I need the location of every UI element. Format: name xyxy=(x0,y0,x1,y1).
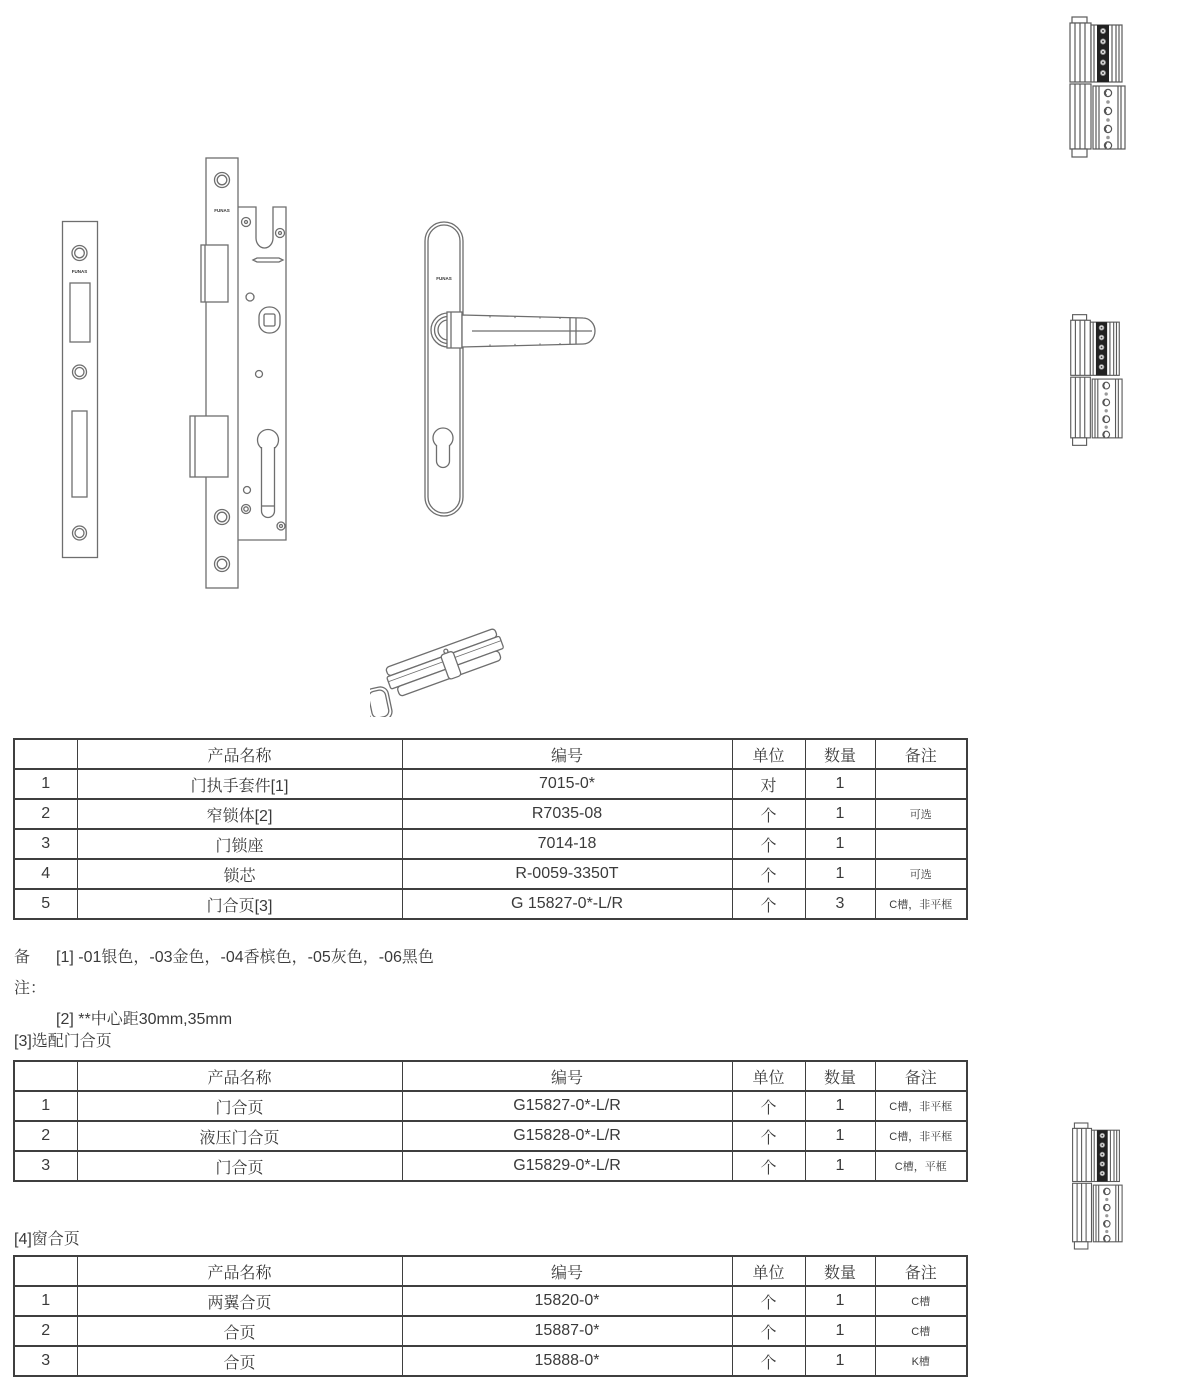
header-unit: 单位 xyxy=(732,739,805,769)
cell-unit: 个 xyxy=(732,829,805,859)
cell-unit: 个 xyxy=(732,1346,805,1376)
header-code: 编号 xyxy=(402,1061,732,1091)
table-header-row xyxy=(14,1256,967,1286)
header-code: 编号 xyxy=(402,739,732,769)
table-row xyxy=(14,859,967,889)
cell-product-name: 窄锁体[2] xyxy=(77,799,402,829)
strike-plate-drawing xyxy=(61,220,99,560)
cell-quantity: 1 xyxy=(805,859,875,889)
footnote-line xyxy=(14,942,434,1004)
cell-remark: C槽，非平框 xyxy=(875,1091,967,1121)
cell-code: G15829-0*-L/R xyxy=(402,1151,732,1181)
cell-code: 15887-0* xyxy=(402,1316,732,1346)
cell-quantity: 1 xyxy=(805,829,875,859)
table-row xyxy=(14,799,967,829)
cell-unit: 个 xyxy=(732,859,805,889)
header-unit: 单位 xyxy=(732,1061,805,1091)
cell-quantity: 1 xyxy=(805,1121,875,1151)
cell-product-name: 液压门合页 xyxy=(77,1121,402,1151)
cell-quantity: 1 xyxy=(805,1316,875,1346)
table-header-row xyxy=(14,1061,967,1091)
cell-code: G15827-0*-L/R xyxy=(402,1091,732,1121)
main-parts-table xyxy=(13,738,968,920)
cell-product-name: 门执手套件[1] xyxy=(77,769,402,799)
table-row xyxy=(14,769,967,799)
cell-remark: C槽，非平框 xyxy=(875,1121,967,1151)
cell-product-name: 门合页[3] xyxy=(77,889,402,919)
cell-index: 3 xyxy=(14,1151,77,1181)
cell-index: 5 xyxy=(14,889,77,919)
cell-remark: 可选 xyxy=(875,799,967,829)
section-label-window-hinges: [4]窗合页 xyxy=(14,1231,80,1248)
table-row xyxy=(14,1091,967,1121)
cell-quantity: 1 xyxy=(805,1346,875,1376)
table-row xyxy=(14,1121,967,1151)
brand-logo-text: FUNAS xyxy=(214,208,230,213)
footnote-prefix: 备注： xyxy=(14,949,47,997)
brand-logo-text: FUNAS xyxy=(436,276,452,281)
cell-unit: 个 xyxy=(732,1151,805,1181)
cell-unit: 个 xyxy=(732,1286,805,1316)
window-hinge-table xyxy=(13,1255,968,1377)
cell-unit: 个 xyxy=(732,799,805,829)
footnote-text: [1] -01银色，-03金色，-04香槟色，-05灰色，-06黑色 xyxy=(56,949,434,966)
cell-remark xyxy=(875,769,967,799)
cell-unit: 个 xyxy=(732,1091,805,1121)
table-row xyxy=(14,1316,967,1346)
cell-index: 2 xyxy=(14,1316,77,1346)
cell-product-name: 门锁座 xyxy=(77,829,402,859)
cell-quantity: 1 xyxy=(805,769,875,799)
cell-remark: C槽，非平框 xyxy=(875,889,967,919)
header-code: 编号 xyxy=(402,1256,732,1286)
header-remark: 备注 xyxy=(875,1061,967,1091)
section-label-door-hinges: [3]选配门合页 xyxy=(14,1033,112,1050)
header-remark: 备注 xyxy=(875,739,967,769)
cell-code: 15820-0* xyxy=(402,1286,732,1316)
header-quantity: 数量 xyxy=(805,1256,875,1286)
cell-code: 15888-0* xyxy=(402,1346,732,1376)
table-row xyxy=(14,1286,967,1316)
cell-index: 1 xyxy=(14,1286,77,1316)
cell-remark: C槽 xyxy=(875,1316,967,1346)
header-product-name: 产品名称 xyxy=(77,739,402,769)
cell-index: 4 xyxy=(14,859,77,889)
cell-product-name: 合页 xyxy=(77,1346,402,1376)
cell-code: G15828-0*-L/R xyxy=(402,1121,732,1151)
window-hinge-drawing-bottom xyxy=(1069,1118,1123,1254)
cell-product-name: 两翼合页 xyxy=(77,1286,402,1316)
header-index xyxy=(14,739,77,769)
table-row xyxy=(14,889,967,919)
door-hinge-drawing-middle xyxy=(1067,313,1123,447)
lock-cylinder-drawing xyxy=(370,597,510,717)
cell-index: 3 xyxy=(14,829,77,859)
cell-unit: 个 xyxy=(732,1121,805,1151)
cell-product-name: 合页 xyxy=(77,1316,402,1346)
brand-logo-text: FUNAS xyxy=(71,269,88,274)
table-row xyxy=(14,1151,967,1181)
table-row xyxy=(14,829,967,859)
header-unit: 单位 xyxy=(732,1256,805,1286)
cell-code: 7014-18 xyxy=(402,829,732,859)
cell-unit: 对 xyxy=(732,769,805,799)
cell-quantity: 3 xyxy=(805,889,875,919)
cell-product-name: 锁芯 xyxy=(77,859,402,889)
cell-unit: 个 xyxy=(732,889,805,919)
cell-quantity: 1 xyxy=(805,1151,875,1181)
header-index xyxy=(14,1061,77,1091)
cell-code: R-0059-3350T xyxy=(402,859,732,889)
cell-quantity: 1 xyxy=(805,1286,875,1316)
cell-unit: 个 xyxy=(732,1316,805,1346)
table-row xyxy=(14,1346,967,1376)
cell-remark: C槽，平框 xyxy=(875,1151,967,1181)
header-product-name: 产品名称 xyxy=(77,1256,402,1286)
cell-product-name: 门合页 xyxy=(77,1091,402,1121)
door-handle-drawing xyxy=(420,218,598,520)
cell-remark: K槽 xyxy=(875,1346,967,1376)
cell-index: 1 xyxy=(14,769,77,799)
cell-code: 7015-0* xyxy=(402,769,732,799)
cell-index: 2 xyxy=(14,799,77,829)
cell-remark: C槽 xyxy=(875,1286,967,1316)
cell-product-name: 门合页 xyxy=(77,1151,402,1181)
door-hinge-drawing-top xyxy=(1066,16,1126,158)
header-product-name: 产品名称 xyxy=(77,1061,402,1091)
cell-code: G 15827-0*-L/R xyxy=(402,889,732,919)
footnotes xyxy=(14,942,434,1035)
header-quantity: 数量 xyxy=(805,1061,875,1091)
footnote-text: [2] **中心距30mm,35mm xyxy=(56,1011,233,1028)
cell-quantity: 1 xyxy=(805,1091,875,1121)
cell-code: R7035-08 xyxy=(402,799,732,829)
header-index xyxy=(14,1256,77,1286)
table-header-row xyxy=(14,739,967,769)
cell-remark xyxy=(875,829,967,859)
header-quantity: 数量 xyxy=(805,739,875,769)
cell-remark: 可选 xyxy=(875,859,967,889)
cell-quantity: 1 xyxy=(805,799,875,829)
door-hinge-table xyxy=(13,1060,968,1182)
cell-index: 1 xyxy=(14,1091,77,1121)
header-remark: 备注 xyxy=(875,1256,967,1286)
cell-index: 2 xyxy=(14,1121,77,1151)
cell-index: 3 xyxy=(14,1346,77,1376)
narrow-lock-body-drawing xyxy=(188,156,290,590)
